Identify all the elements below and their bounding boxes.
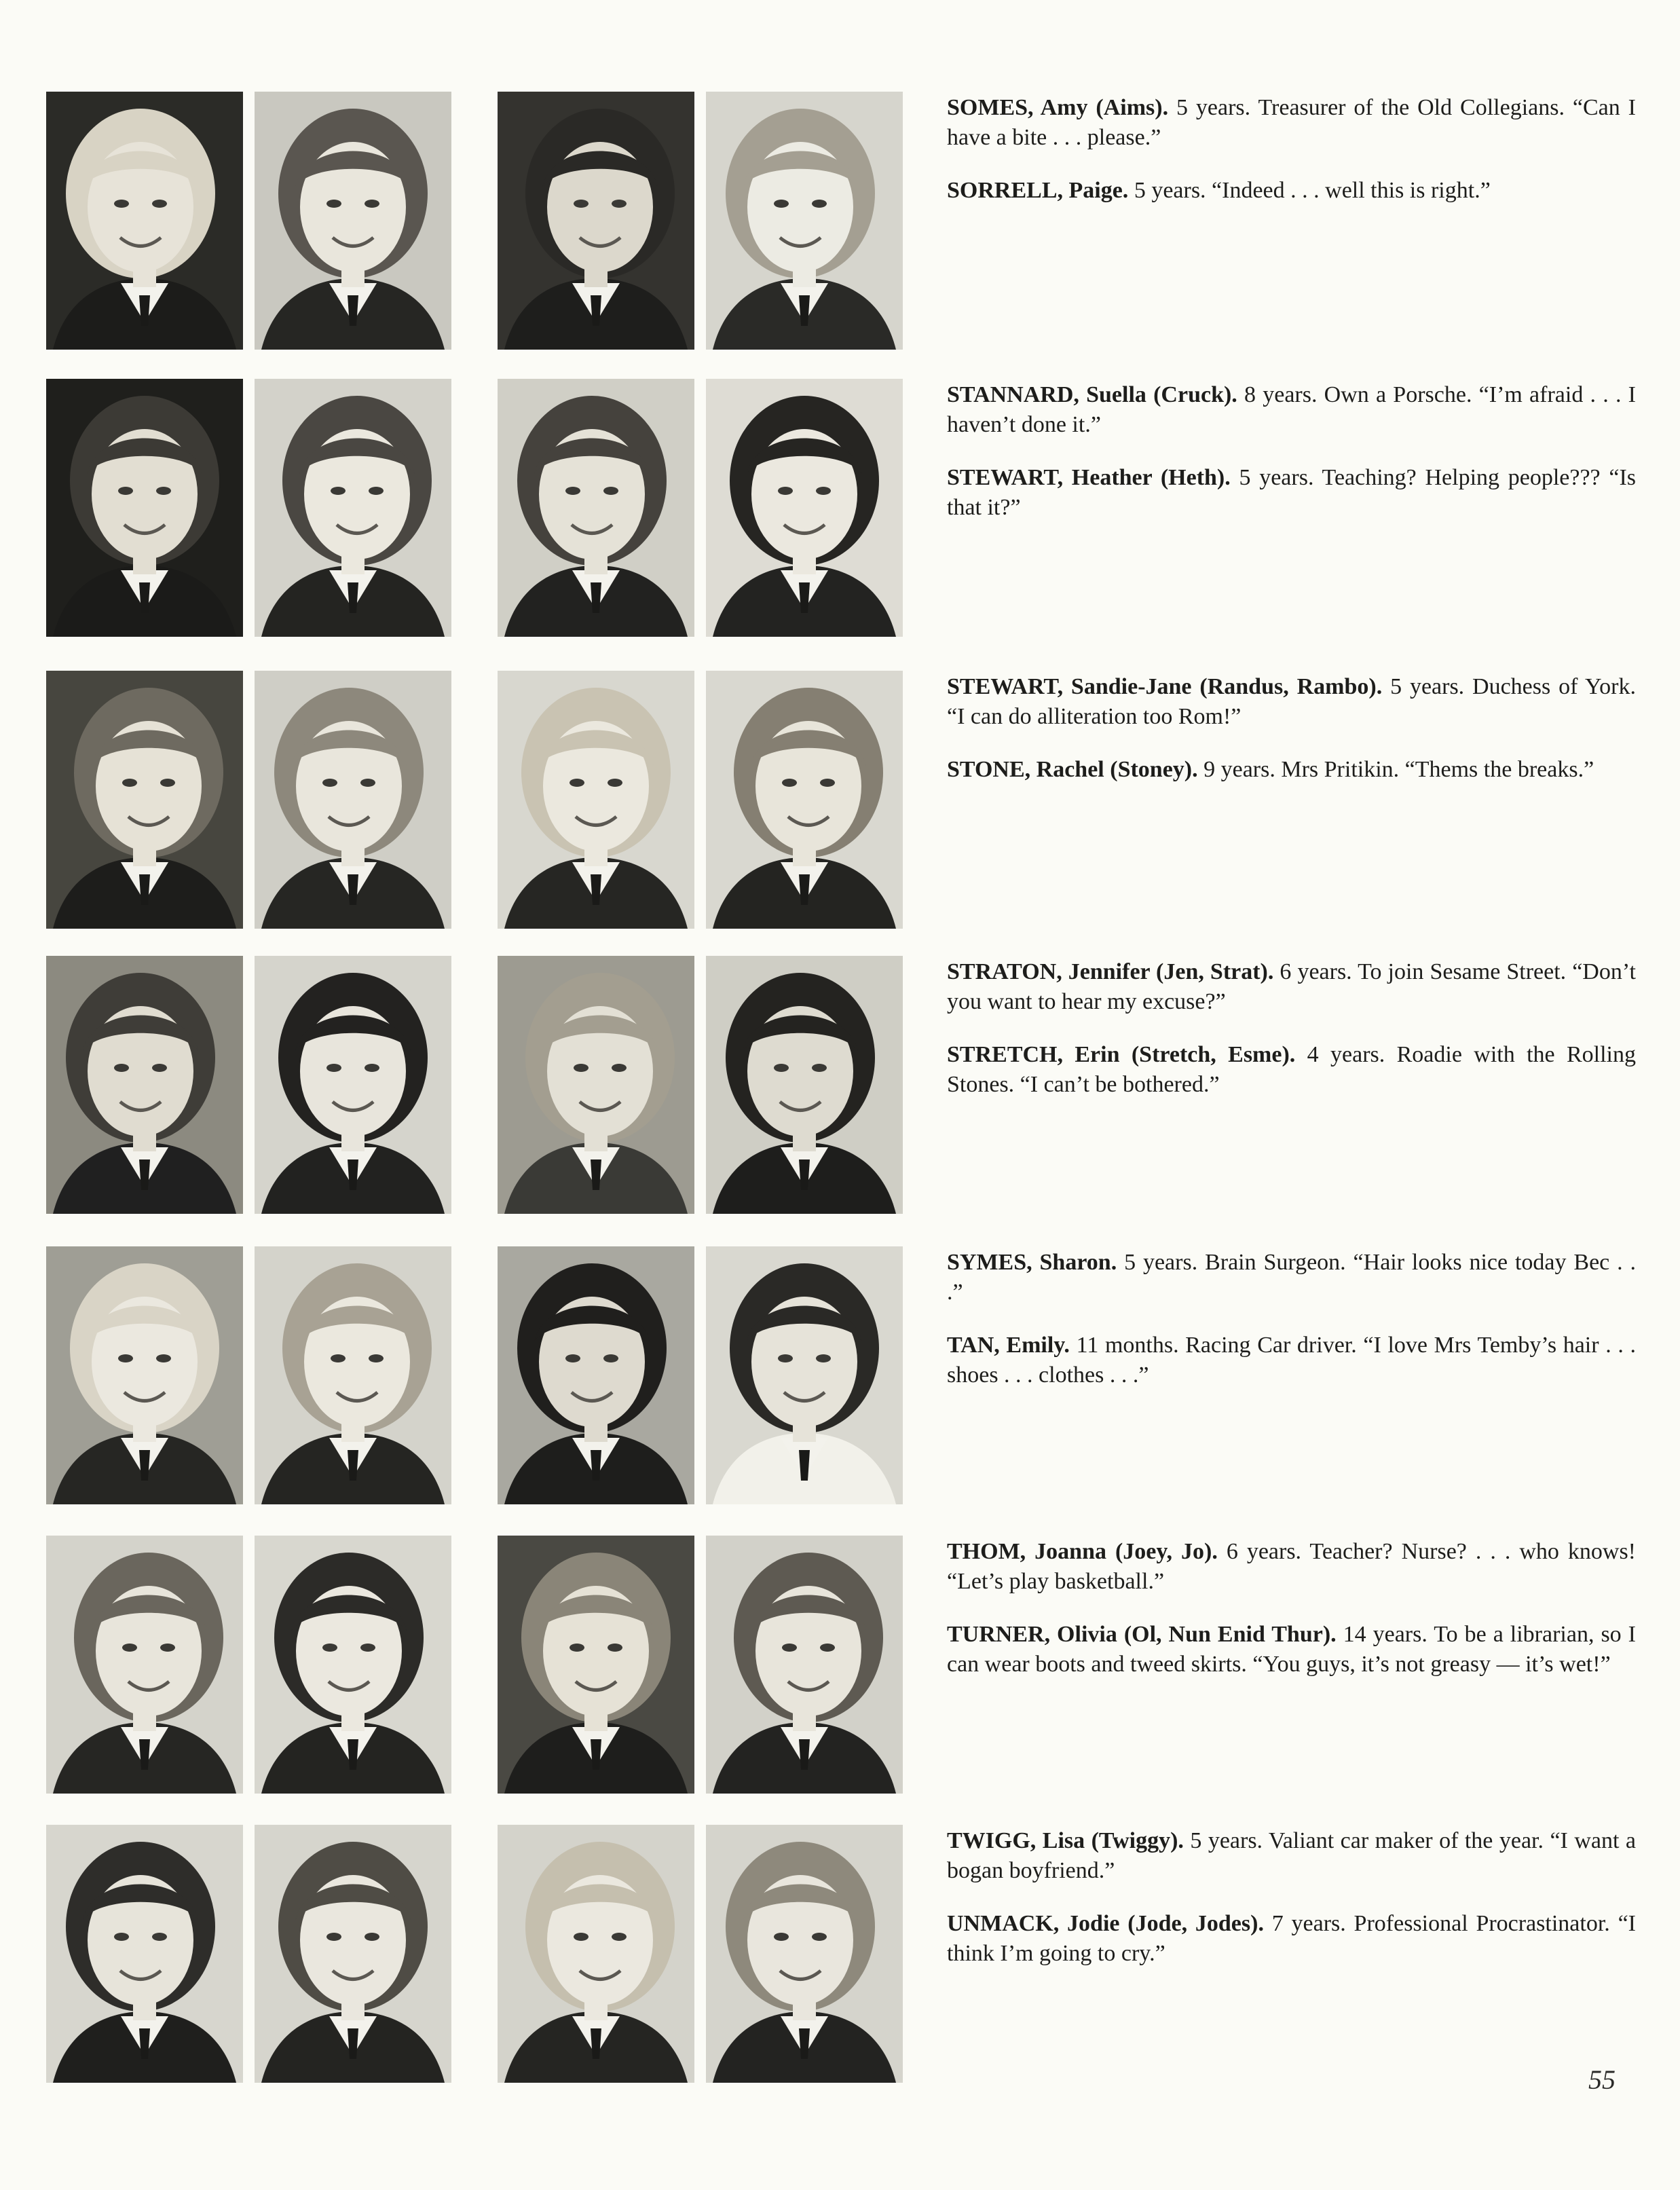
student-details: 6 years. To join Sesame Street. “Don’t you want to hear my excuse?” [947,959,1636,1014]
student-details: 5 years. Brain Surgeon. “Hair looks nice today Bec . . .” [947,1250,1636,1305]
student-portrait-photo [498,379,694,637]
photo-row [0,1536,910,1794]
student-portrait-photo [255,92,451,350]
student-portrait-photo [255,956,451,1214]
student-portrait-photo [255,1536,451,1794]
student-name: THOM, Joanna (Joey, Jo). [947,1539,1218,1564]
student-details: 8 years. Own a Porsche. “I’m afraid . . . I haven’t done it.” [947,382,1636,437]
student-entry [947,1620,1636,1679]
student-bio-group [947,1826,1636,1992]
student-name: STRETCH, Erin (Stretch, Esme). [947,1042,1296,1067]
student-portrait-photo [706,1536,903,1794]
student-entry [947,93,1636,153]
student-portrait-photo [706,1246,903,1504]
student-details: 5 years. Teaching? Helping people??? “Is that it?” [947,465,1636,520]
page-number: 55 [1588,2064,1616,2095]
student-portrait-photo [46,1536,243,1794]
student-name: TURNER, Olivia (Ol, Nun Enid Thur). [947,1622,1337,1647]
photo-row [0,379,910,637]
student-portrait-photo [255,379,451,637]
student-name: SYMES, Sharon. [947,1250,1117,1275]
student-name: STONE, Rachel (Stoney). [947,757,1198,782]
student-entry [947,1537,1636,1597]
student-portrait-photo [46,956,243,1214]
student-name: TWIGG, Lisa (Twiggy). [947,1828,1184,1853]
photo-row [0,1246,910,1504]
student-entry [947,1040,1636,1100]
student-entry [947,1331,1636,1390]
student-name: STEWART, Heather (Heth). [947,465,1231,490]
student-portrait-photo [498,956,694,1214]
student-portrait-photo [498,92,694,350]
student-name: STRATON, Jennifer (Jen, Strat). [947,959,1274,984]
student-portrait-photo [255,671,451,929]
student-portrait-photo [46,379,243,637]
student-portrait-photo [706,956,903,1214]
student-entry [947,176,1636,206]
student-name: STEWART, Sandie-Jane (Randus, Rambo). [947,674,1383,699]
student-details: 5 years. Valiant car maker of the year. “I want a bogan boyfriend.” [947,1828,1636,1883]
student-portrait-photo [498,1825,694,2083]
student-portrait-photo [46,671,243,929]
student-details: 11 months. Racing Car driver. “I love Mrs Temby’s hair . . . shoes . . . clothes . . .” [947,1333,1637,1388]
student-bio-group [947,1537,1636,1703]
student-portrait-photo [706,1825,903,2083]
student-bio-group [947,1248,1636,1413]
student-details: 5 years. Treasurer of the Old Collegians. “Can I have a bite . . . please.” [947,95,1636,150]
student-portrait-photo [46,1246,243,1504]
student-entry [947,463,1636,523]
student-details: 6 years. Teacher? Nurse? . . . who knows! “Let’s play basketball.” [947,1539,1636,1594]
student-portrait-photo [498,1536,694,1794]
student-portrait-photo [255,1825,451,2083]
student-name: STANNARD, Suella (Cruck). [947,382,1237,407]
student-entry [947,1248,1636,1307]
student-entry [947,957,1636,1017]
photo-row [0,92,910,350]
student-bio-group [947,380,1636,546]
student-name: TAN, Emily. [947,1333,1070,1358]
student-portrait-photo [706,671,903,929]
student-portrait-photo [46,92,243,350]
student-details: 4 years. Roadie with the Rolling Stones. “I can’t be bothered.” [947,1042,1636,1097]
student-entry [947,672,1636,732]
photo-row [0,671,910,929]
student-entry [947,1826,1636,1886]
student-entry [947,380,1636,440]
student-details: 9 years. Mrs Pritikin. “Thems the breaks.” [1197,757,1594,782]
student-bio-group [947,957,1636,1123]
student-details: 5 years. Duchess of York. “I can do alliteration too Rom!” [947,674,1637,729]
student-portrait-photo [255,1246,451,1504]
student-details: 14 years. To be a librarian, so I can wear boots and tweed skirts. “You guys, it’s not greasy — it’s wet!” [947,1622,1636,1677]
student-portrait-photo [46,1825,243,2083]
student-portrait-photo [498,671,694,929]
student-entry [947,755,1636,785]
student-name: UNMACK, Jodie (Jode, Jodes). [947,1911,1264,1936]
student-details: 7 years. Professional Procrastinator. “I think I’m going to cry.” [947,1911,1636,1966]
student-portrait-photo [706,92,903,350]
student-portrait-photo [706,379,903,637]
student-entry [947,1909,1636,1969]
student-name: SORRELL, Paige. [947,178,1129,203]
student-bio-group [947,672,1636,808]
photo-row [0,1825,910,2083]
student-details: 5 years. “Indeed . . . well this is right.” [1128,178,1491,203]
student-portrait-photo [498,1246,694,1504]
photo-row [0,956,910,1214]
student-name: SOMES, Amy (Aims). [947,95,1169,120]
student-bio-group [947,93,1636,229]
